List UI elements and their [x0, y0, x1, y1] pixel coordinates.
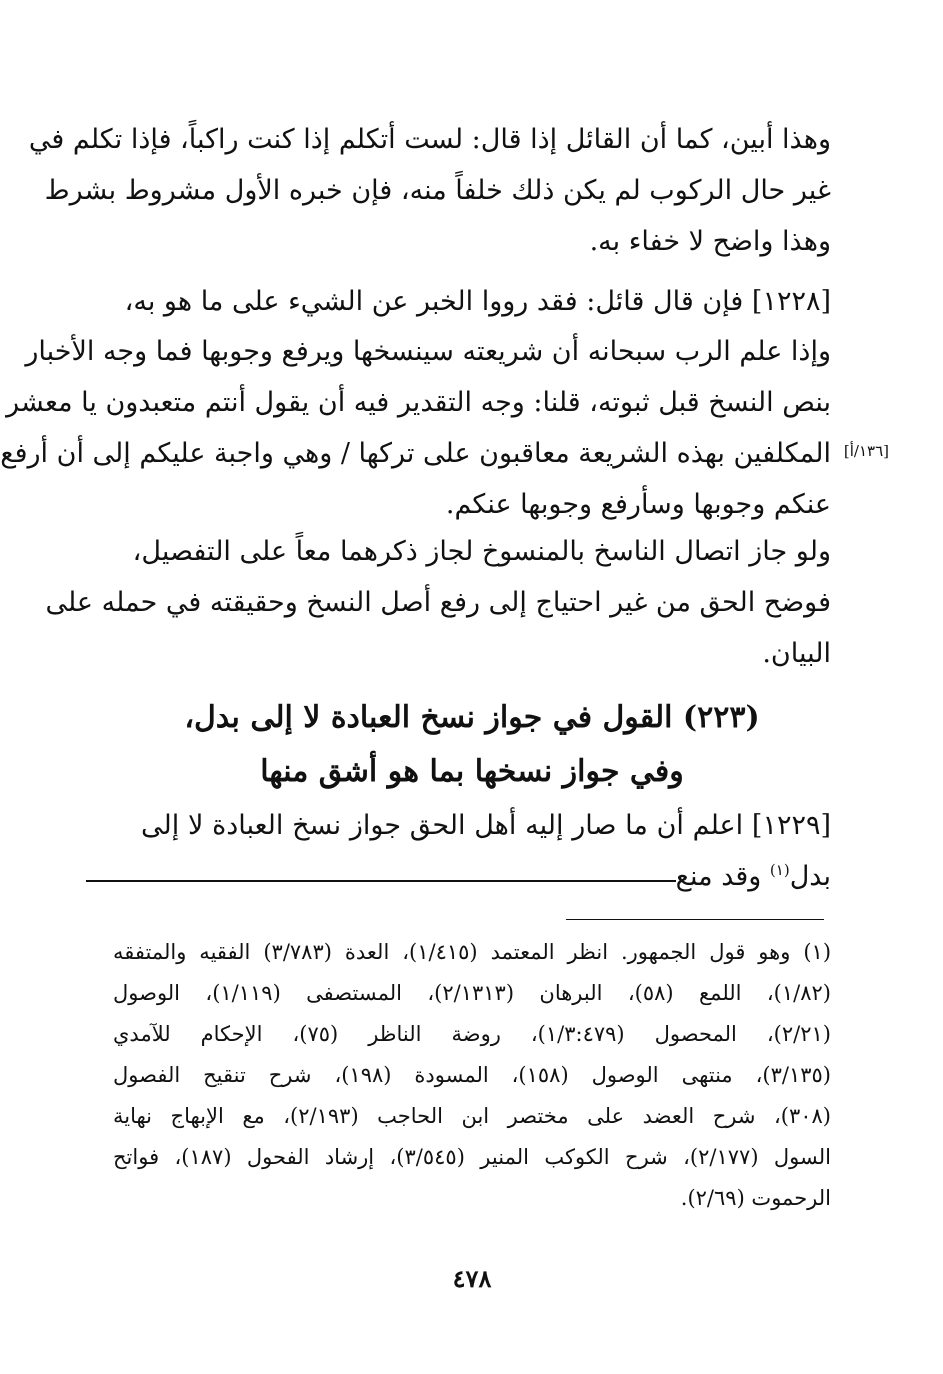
footnote-line: (١) وهو قول الجمهور. انظر المعتمد (١/٤١٥)، العدة (٣/٧٨٣) الفقيه والمتفقه: [113, 940, 832, 964]
body-text-fragment: بدل: [789, 861, 831, 892]
margin-folio-reference: [١٣٦/أ]: [843, 442, 889, 460]
body-text-line: المكلفين بهذه الشريعة معاقبون على تركها / وهي واجبة عليكم إلى أن أرفع: [0, 438, 831, 469]
body-text-line: ولو جاز اتصال الناسخ بالمنسوخ لجاز ذكرهما معاً على التفصيل،: [132, 536, 831, 567]
body-text-line: وهذا واضح لا خفاء به.: [589, 226, 831, 257]
body-text-line: وهذا أبين، كما أن القائل إذا قال: لست أتكلم إذا كنت راكباً، فإذا تكلم في: [28, 124, 831, 155]
body-text-fragment: وقد منع: [675, 861, 770, 892]
book-page: [1, 0, 943, 1374]
footnote-line: (٢/٢١)، المحصول (١/٣:٤٧٩)، روضة الناظر (٧٥)، الإحكام للآمدي: [113, 1022, 831, 1046]
body-text-line: [671, 857, 831, 897]
footnote-line: (٣٠٨)، شرح العضد على مختصر ابن الحاجب (٢/١٩٣)، مع الإبهاج نهاية: [113, 1104, 831, 1128]
continuation-rule: [86, 880, 676, 882]
body-text-line: [١٢٢٨] فإن قال قائل: فقد رووا الخبر عن الشيء على ما هو به،: [124, 286, 831, 317]
footnote-separator: [566, 919, 824, 920]
footnote-line: (٣/١٣٥)، منتهى الوصول (١٥٨)، المسودة (١٩٨)، شرح تنقيح الفصول: [113, 1063, 831, 1087]
footnote-line: (١/٨٢)، اللمع (٥٨)، البرهان (٢/١٣١٣)، المستصفى (١/١١٩)، الوصول: [113, 981, 831, 1005]
body-text-line: فوضح الحق من غير احتياج إلى رفع أصل النسخ وحقيقته في حمله على: [45, 587, 831, 618]
footnote-marker: (١): [769, 861, 790, 879]
body-text-line: البيان.: [762, 638, 831, 669]
body-text-line: وإذا علم الرب سبحانه أن شريعته سينسخها ويرفع وجوبها فما وجه الأخبار: [25, 336, 831, 367]
footnote-line: السول (٢/١٧٧)، شرح الكوكب المنير (٣/٥٤٥)، إرشاد الفحول (١٨٧)، فواتح: [113, 1145, 831, 1169]
section-heading: (٢٢٣) القول في جواز نسخ العبادة لا إلى بدل،: [184, 700, 760, 735]
body-text-line: بنص النسخ قبل ثبوته، قلنا: وجه التقدير فيه أن يقول أنتم متعبدون يا معشر: [6, 387, 831, 418]
body-text-line: غير حال الركوب لم يكن ذلك خلفاً منه، فإن خبره الأول مشروط بشرط: [44, 175, 831, 206]
body-text-line: [١٢٢٩] اعلم أن ما صار إليه أهل الحق جواز نسخ العبادة لا إلى: [141, 810, 831, 841]
page-number: ٤٧٨: [452, 1264, 492, 1293]
footnote-line: الرحموت (٢/٦٩).: [680, 1186, 831, 1210]
section-heading: وفي جواز نسخها بما هو أشق منها: [260, 754, 684, 789]
body-text-line: عنكم وجوبها وسأرفع وجوبها عنكم.: [445, 489, 831, 520]
